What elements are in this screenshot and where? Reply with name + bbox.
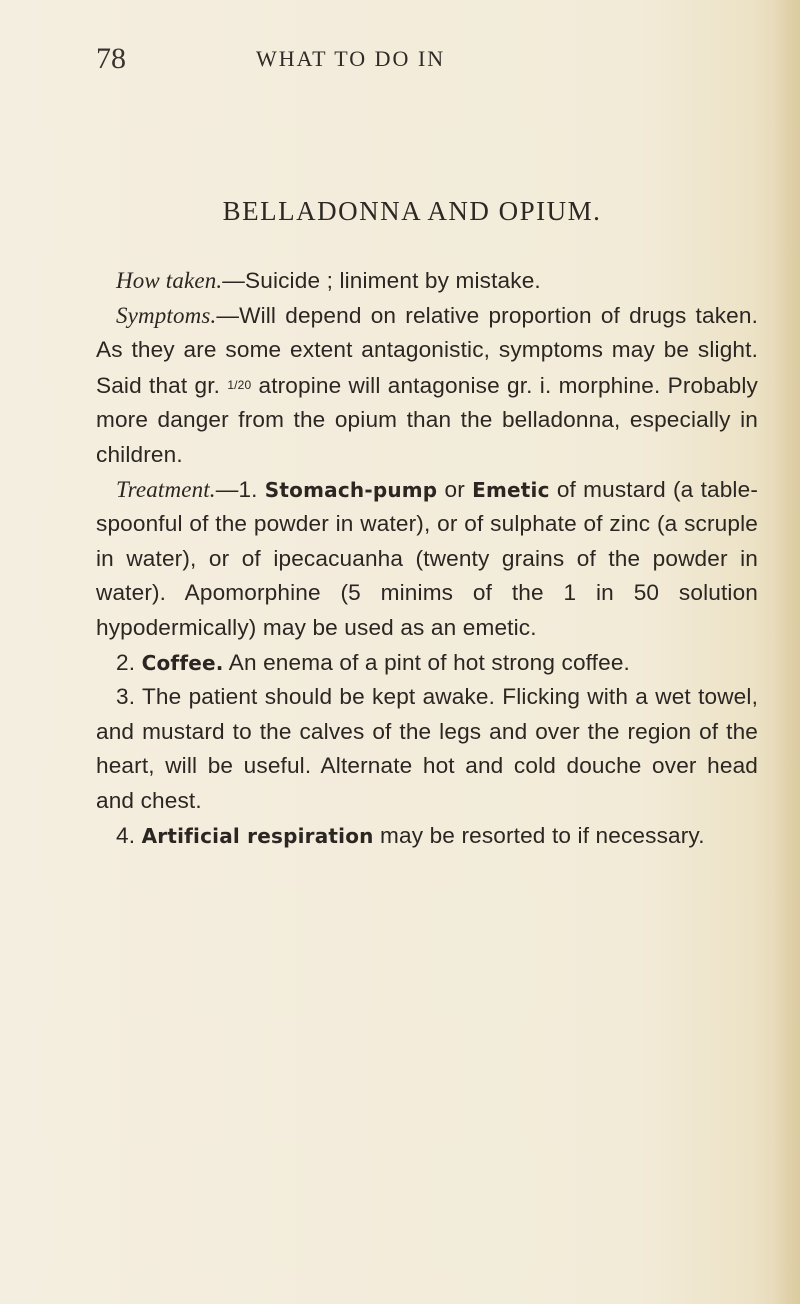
treatment-item3-number: 3. bbox=[116, 684, 136, 710]
treatment-item2-number: 2. bbox=[116, 649, 136, 675]
running-title: WHAT TO DO IN bbox=[256, 46, 446, 71]
treatment-item3-text: The patient should be kept awake. Flicking with a wet towel, and mustard to the calves of the legs and over the region of the heart, will be useful. Alternate hot and cold douche over head and chest. bbox=[96, 684, 758, 813]
treatment-label: Treatment. bbox=[116, 476, 216, 502]
symptoms-paragraph bbox=[96, 299, 758, 473]
treatment-item4-text: may be resorted to if necessary. bbox=[373, 822, 705, 848]
running-head bbox=[96, 42, 756, 82]
symptoms-text-b: atropine will antagonise gr. i. morphine. Probably more danger from the opium than the belladonna, especially in children. bbox=[96, 372, 758, 467]
treatment-item-4 bbox=[96, 819, 758, 854]
treatment-item1-text: of mustard (a table-spoonful of the powder in water), or of sulphate of zinc (a scruple in water), or of ipecacuanha (twenty grains of the powder in water). Apomorphine (5 minims of the 1 in 50 solution hypodermically) may be used as an emetic. bbox=[96, 476, 758, 640]
treatment-coffee: Coffee. bbox=[141, 650, 224, 675]
page-number: 78 bbox=[96, 42, 126, 75]
treatment-item2-text: An enema of a pint of hot strong coffee. bbox=[223, 649, 630, 675]
treatment-stomach-pump: Stomach-pump bbox=[264, 477, 438, 502]
treatment-item4-number: 4. bbox=[116, 822, 136, 848]
how-taken-paragraph bbox=[96, 264, 758, 299]
symptoms-label: Symptoms. bbox=[116, 302, 217, 328]
symptoms-fraction: 1/20 bbox=[227, 377, 252, 392]
treatment-paragraph bbox=[96, 473, 758, 646]
treatment-dash: — bbox=[215, 476, 239, 502]
section-heading: BELLADONNA AND OPIUM. bbox=[222, 196, 602, 226]
treatment-emetic: Emetic bbox=[472, 477, 550, 502]
symptoms-text-a: —Will depend on relative proportion of drugs taken. As they are some extent antagonistic, symptoms may be slight. Said that gr. bbox=[96, 302, 758, 398]
treatment-item1-number: 1. bbox=[238, 476, 258, 502]
treatment-or: or bbox=[437, 476, 473, 502]
treatment-artificial-respiration: Artificial respiration bbox=[141, 823, 374, 848]
how-taken-text: —Suicide ; liniment by mistake. bbox=[222, 268, 541, 293]
how-taken-label: How taken. bbox=[116, 268, 223, 293]
treatment-item-3 bbox=[96, 680, 758, 818]
treatment-item-2 bbox=[96, 646, 758, 681]
body-text bbox=[96, 264, 758, 853]
